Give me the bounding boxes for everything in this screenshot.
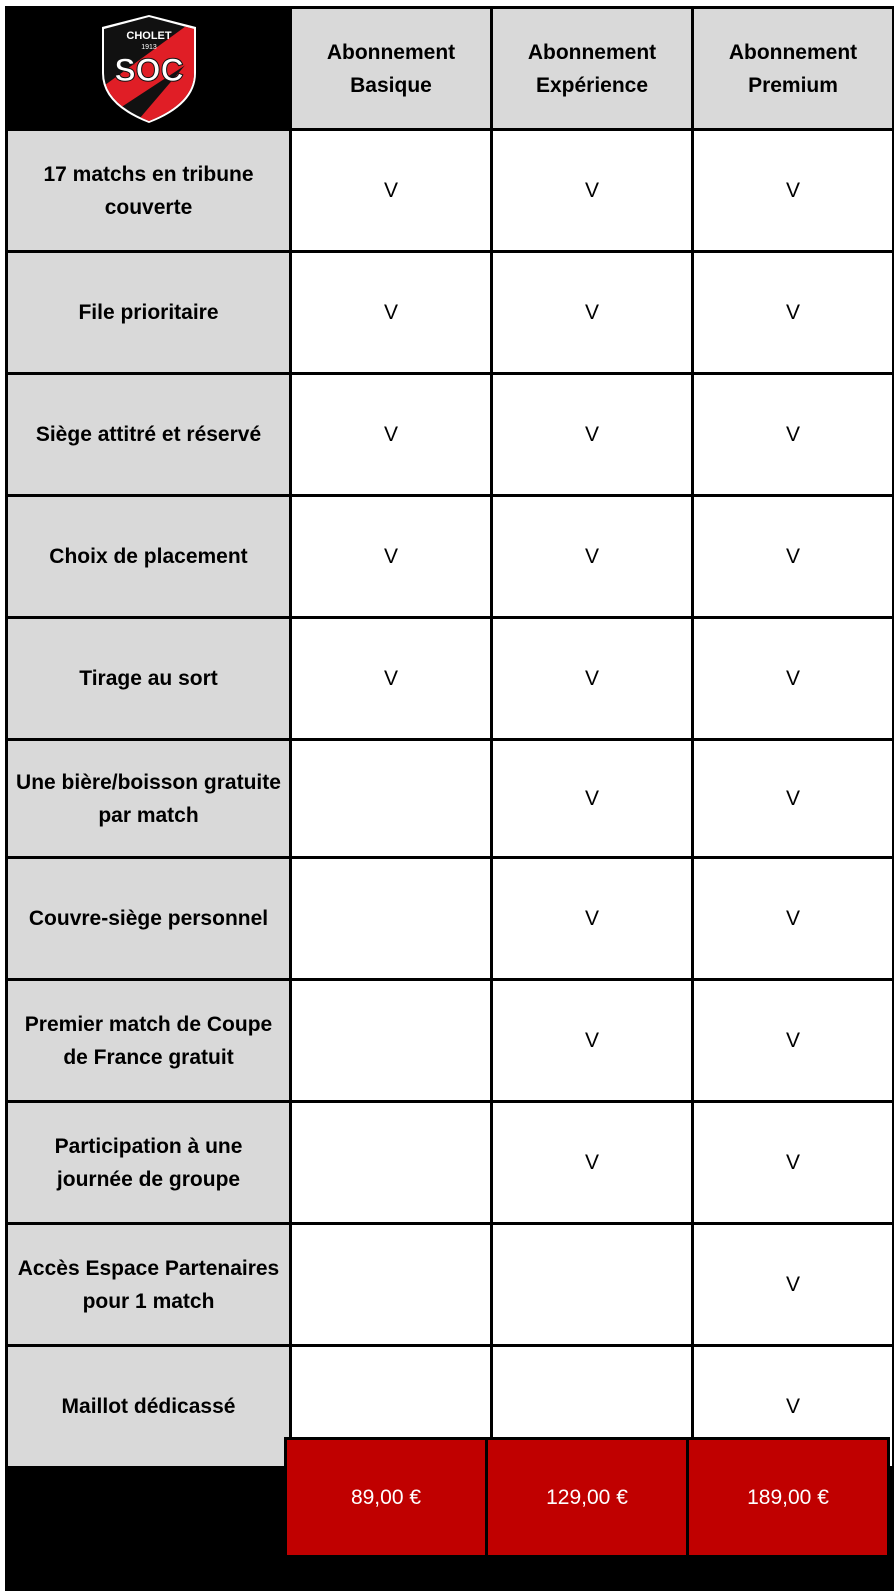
- subscription-table: [5, 6, 894, 1591]
- column-header-premium: Abonnement Premium: [694, 9, 892, 128]
- feature-check-mark: V: [493, 497, 691, 616]
- svg-text:SOC: SOC: [113, 51, 184, 88]
- feature-check-mark: V: [493, 741, 691, 856]
- feature-label: Choix de placement: [8, 497, 289, 616]
- feature-check-mark: V: [694, 1225, 892, 1344]
- feature-check-mark: V: [493, 375, 691, 494]
- feature-label: Une bière/boisson gratuite par match: [8, 741, 289, 856]
- column-header-basique: Abonnement Basique: [292, 9, 490, 128]
- feature-check-mark: V: [694, 497, 892, 616]
- feature-check-mark: V: [292, 497, 490, 616]
- feature-check-mark: V: [694, 981, 892, 1100]
- feature-label: Participation à une journée de groupe: [8, 1103, 289, 1222]
- feature-check-mark: V: [694, 741, 892, 856]
- feature-check-mark: V: [493, 131, 691, 250]
- feature-check-mark: V: [493, 859, 691, 978]
- feature-check-mark: [493, 1225, 691, 1344]
- feature-check-mark: V: [694, 1347, 892, 1466]
- feature-check-mark: [292, 859, 490, 978]
- price-row: [284, 1437, 890, 1558]
- feature-check-mark: [292, 981, 490, 1100]
- feature-check-mark: V: [493, 981, 691, 1100]
- svg-text:1913: 1913: [140, 43, 157, 51]
- feature-check-mark: V: [493, 619, 691, 738]
- feature-label: File prioritaire: [8, 253, 289, 372]
- feature-label: Couvre-siège personnel: [8, 859, 289, 978]
- feature-check-mark: V: [694, 375, 892, 494]
- feature-check-mark: V: [292, 131, 490, 250]
- club-crest-icon: [94, 13, 204, 125]
- feature-check-mark: V: [292, 375, 490, 494]
- feature-check-mark: V: [493, 253, 691, 372]
- feature-check-mark: V: [694, 619, 892, 738]
- feature-label: Tirage au sort: [8, 619, 289, 738]
- feature-check-mark: V: [694, 131, 892, 250]
- feature-check-mark: [292, 1103, 490, 1222]
- feature-label: 17 matchs en tribune couverte: [8, 131, 289, 250]
- feature-check-mark: V: [292, 253, 490, 372]
- price-experience: 129,00 €: [488, 1440, 686, 1555]
- price-basique: 89,00 €: [287, 1440, 485, 1555]
- feature-label: Accès Espace Partenaires pour 1 match: [8, 1225, 289, 1344]
- feature-check-mark: V: [292, 619, 490, 738]
- feature-check-mark: V: [694, 859, 892, 978]
- feature-check-mark: V: [694, 253, 892, 372]
- feature-check-mark: V: [694, 1103, 892, 1222]
- price-premium: 189,00 €: [689, 1440, 887, 1555]
- feature-check-mark: [292, 741, 490, 856]
- feature-label: Siège attitré et réservé: [8, 375, 289, 494]
- feature-label: Premier match de Coupe de France gratuit: [8, 981, 289, 1100]
- column-header-experience: Abonnement Expérience: [493, 9, 691, 128]
- feature-label: Maillot dédicassé: [8, 1347, 289, 1466]
- club-logo-cell: [8, 9, 289, 128]
- feature-check-mark: V: [493, 1103, 691, 1222]
- feature-check-mark: [292, 1225, 490, 1344]
- svg-text:CHOLET: CHOLET: [125, 29, 172, 42]
